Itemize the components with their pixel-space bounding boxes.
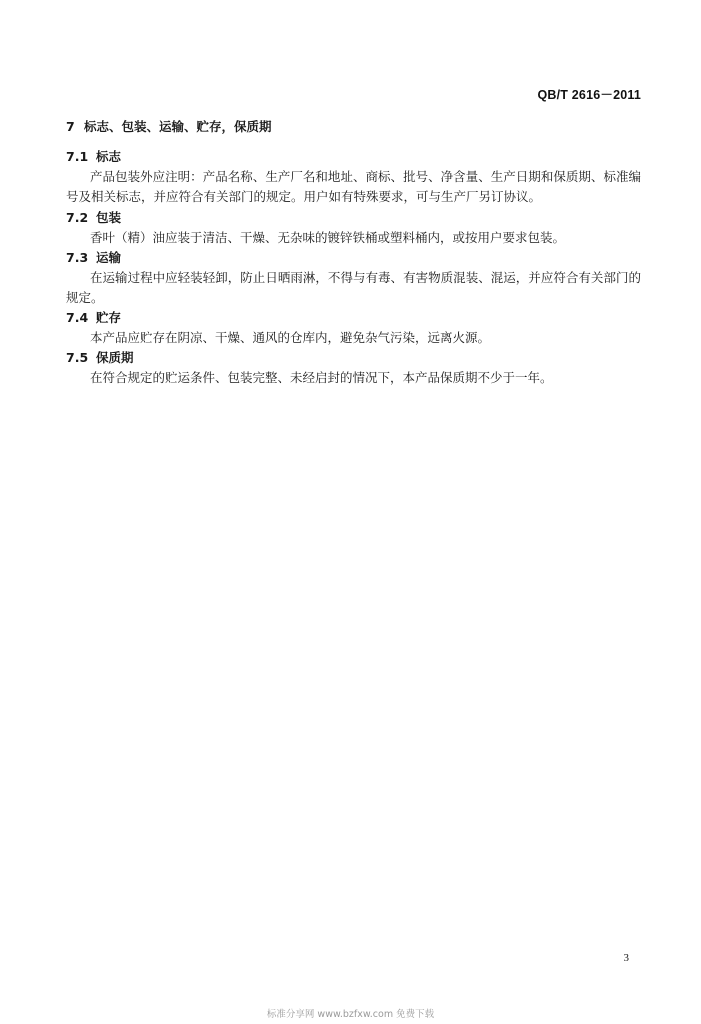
section-number: 7.4 bbox=[66, 310, 89, 325]
page-number: 3 bbox=[623, 952, 629, 964]
section-7-5 bbox=[66, 348, 641, 388]
section-number: 7.2 bbox=[66, 210, 89, 225]
section-7-4 bbox=[66, 308, 641, 348]
section-7-1 bbox=[66, 147, 641, 207]
section-title: 标志 bbox=[96, 149, 122, 164]
document-content bbox=[66, 117, 641, 388]
section-body: 在符合规定的贮运条件、包装完整、未经启封的情况下，本产品保质期不少于一年。 bbox=[90, 370, 553, 385]
section-title: 保质期 bbox=[96, 350, 134, 365]
section-title: 贮存 bbox=[96, 310, 122, 325]
section-heading bbox=[66, 308, 641, 328]
section-title: 运输 bbox=[96, 250, 122, 265]
section-body: 本产品应贮存在阴凉、干燥、通风的仓库内，避免杂气污染，远离火源。 bbox=[90, 330, 491, 345]
section-body: 香叶（精）油应装于清洁、干燥、无杂味的镀锌铁桶或塑料桶内，或按用户要求包装。 bbox=[90, 230, 566, 245]
section-title: 包装 bbox=[96, 210, 122, 225]
section-number: 7.3 bbox=[66, 250, 89, 265]
chapter-title: 标志、包装、运输、贮存，保质期 bbox=[84, 119, 272, 134]
standard-code: QB/T 2616－2011 bbox=[537, 88, 641, 102]
section-body: 产品包装外应注明：产品名称、生产厂名和地址、商标、批号、净含量、生产日期和保质期、标准编号及相关标志，并应符合有关部门的规定。用户如有特殊要求，可与生产厂另订协议。 bbox=[66, 169, 641, 204]
chapter-number: 7 bbox=[66, 119, 75, 134]
chapter-heading bbox=[66, 117, 641, 137]
section-heading bbox=[66, 208, 641, 228]
footer-watermark: 标准分享网 www.bzfxw.com 免费下载 bbox=[266, 1009, 435, 1020]
section-number: 7.5 bbox=[66, 350, 89, 365]
section-7-3 bbox=[66, 248, 641, 308]
section-number: 7.1 bbox=[66, 149, 89, 164]
section-heading bbox=[66, 248, 641, 268]
section-7-2 bbox=[66, 208, 641, 248]
section-heading bbox=[66, 147, 641, 167]
section-body: 在运输过程中应轻装轻卸，防止日晒雨淋，不得与有毒、有害物质混装、混运，并应符合有关部门的规定。 bbox=[66, 270, 641, 305]
section-heading bbox=[66, 348, 641, 368]
